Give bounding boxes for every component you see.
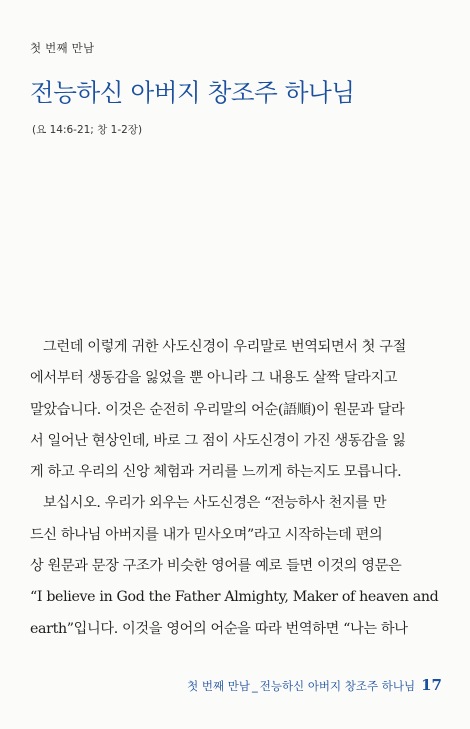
body-line: 게 하고 우리의 신앙 체험과 거리를 느끼게 하는지도 모릅니다. (30, 464, 402, 481)
footer-chapter-title: 전능하신 아버지 창조주 하나님 (259, 679, 416, 693)
body-line: 에서부터 생동감을 잃었을 뿐 아니라 그 내용도 살짝 달라지고 (30, 370, 398, 387)
footer-separator: _ (251, 679, 258, 693)
body-line: 그런데 이렇게 귀한 사도신경이 우리말로 번역되면서 첫 구절 (43, 339, 406, 355)
footer-section: 첫 번째 만남 (187, 679, 250, 693)
body-line: 드신 하나님 아버지를 내가 믿사오며”라고 시작하는데 편의 (30, 526, 383, 543)
body-line: earth”입니다. 이것을 영어의 어순을 따라 번역하면 “나는 하나 (30, 620, 408, 637)
body-text (30, 332, 442, 645)
running-head: 첫 번째 만남 (30, 41, 95, 55)
page-number: 17 (421, 676, 442, 694)
chapter-title: 전능하신 아버지 창조주 하나님 (30, 78, 355, 107)
body-line: 서 일어난 현상인데, 바로 그 점이 사도신경이 가진 생동감을 잃 (30, 432, 406, 449)
scripture-reference: (요 14:6-21; 창 1-2장) (32, 124, 143, 136)
body-line: 상 원문과 문장 구조가 비슷한 영어를 예로 들면 이것의 영문은 (30, 558, 402, 575)
body-line: “I believe in God the Father Almighty, Maker of heaven and (30, 589, 439, 606)
body-line: 보십시오. 우리가 외우는 사도신경은 “전능하사 천지를 만 (43, 495, 387, 512)
page-footer (187, 676, 442, 694)
body-line: 말았습니다. 이것은 순전히 우리말의 어순(語順)이 원문과 달라 (30, 401, 405, 418)
